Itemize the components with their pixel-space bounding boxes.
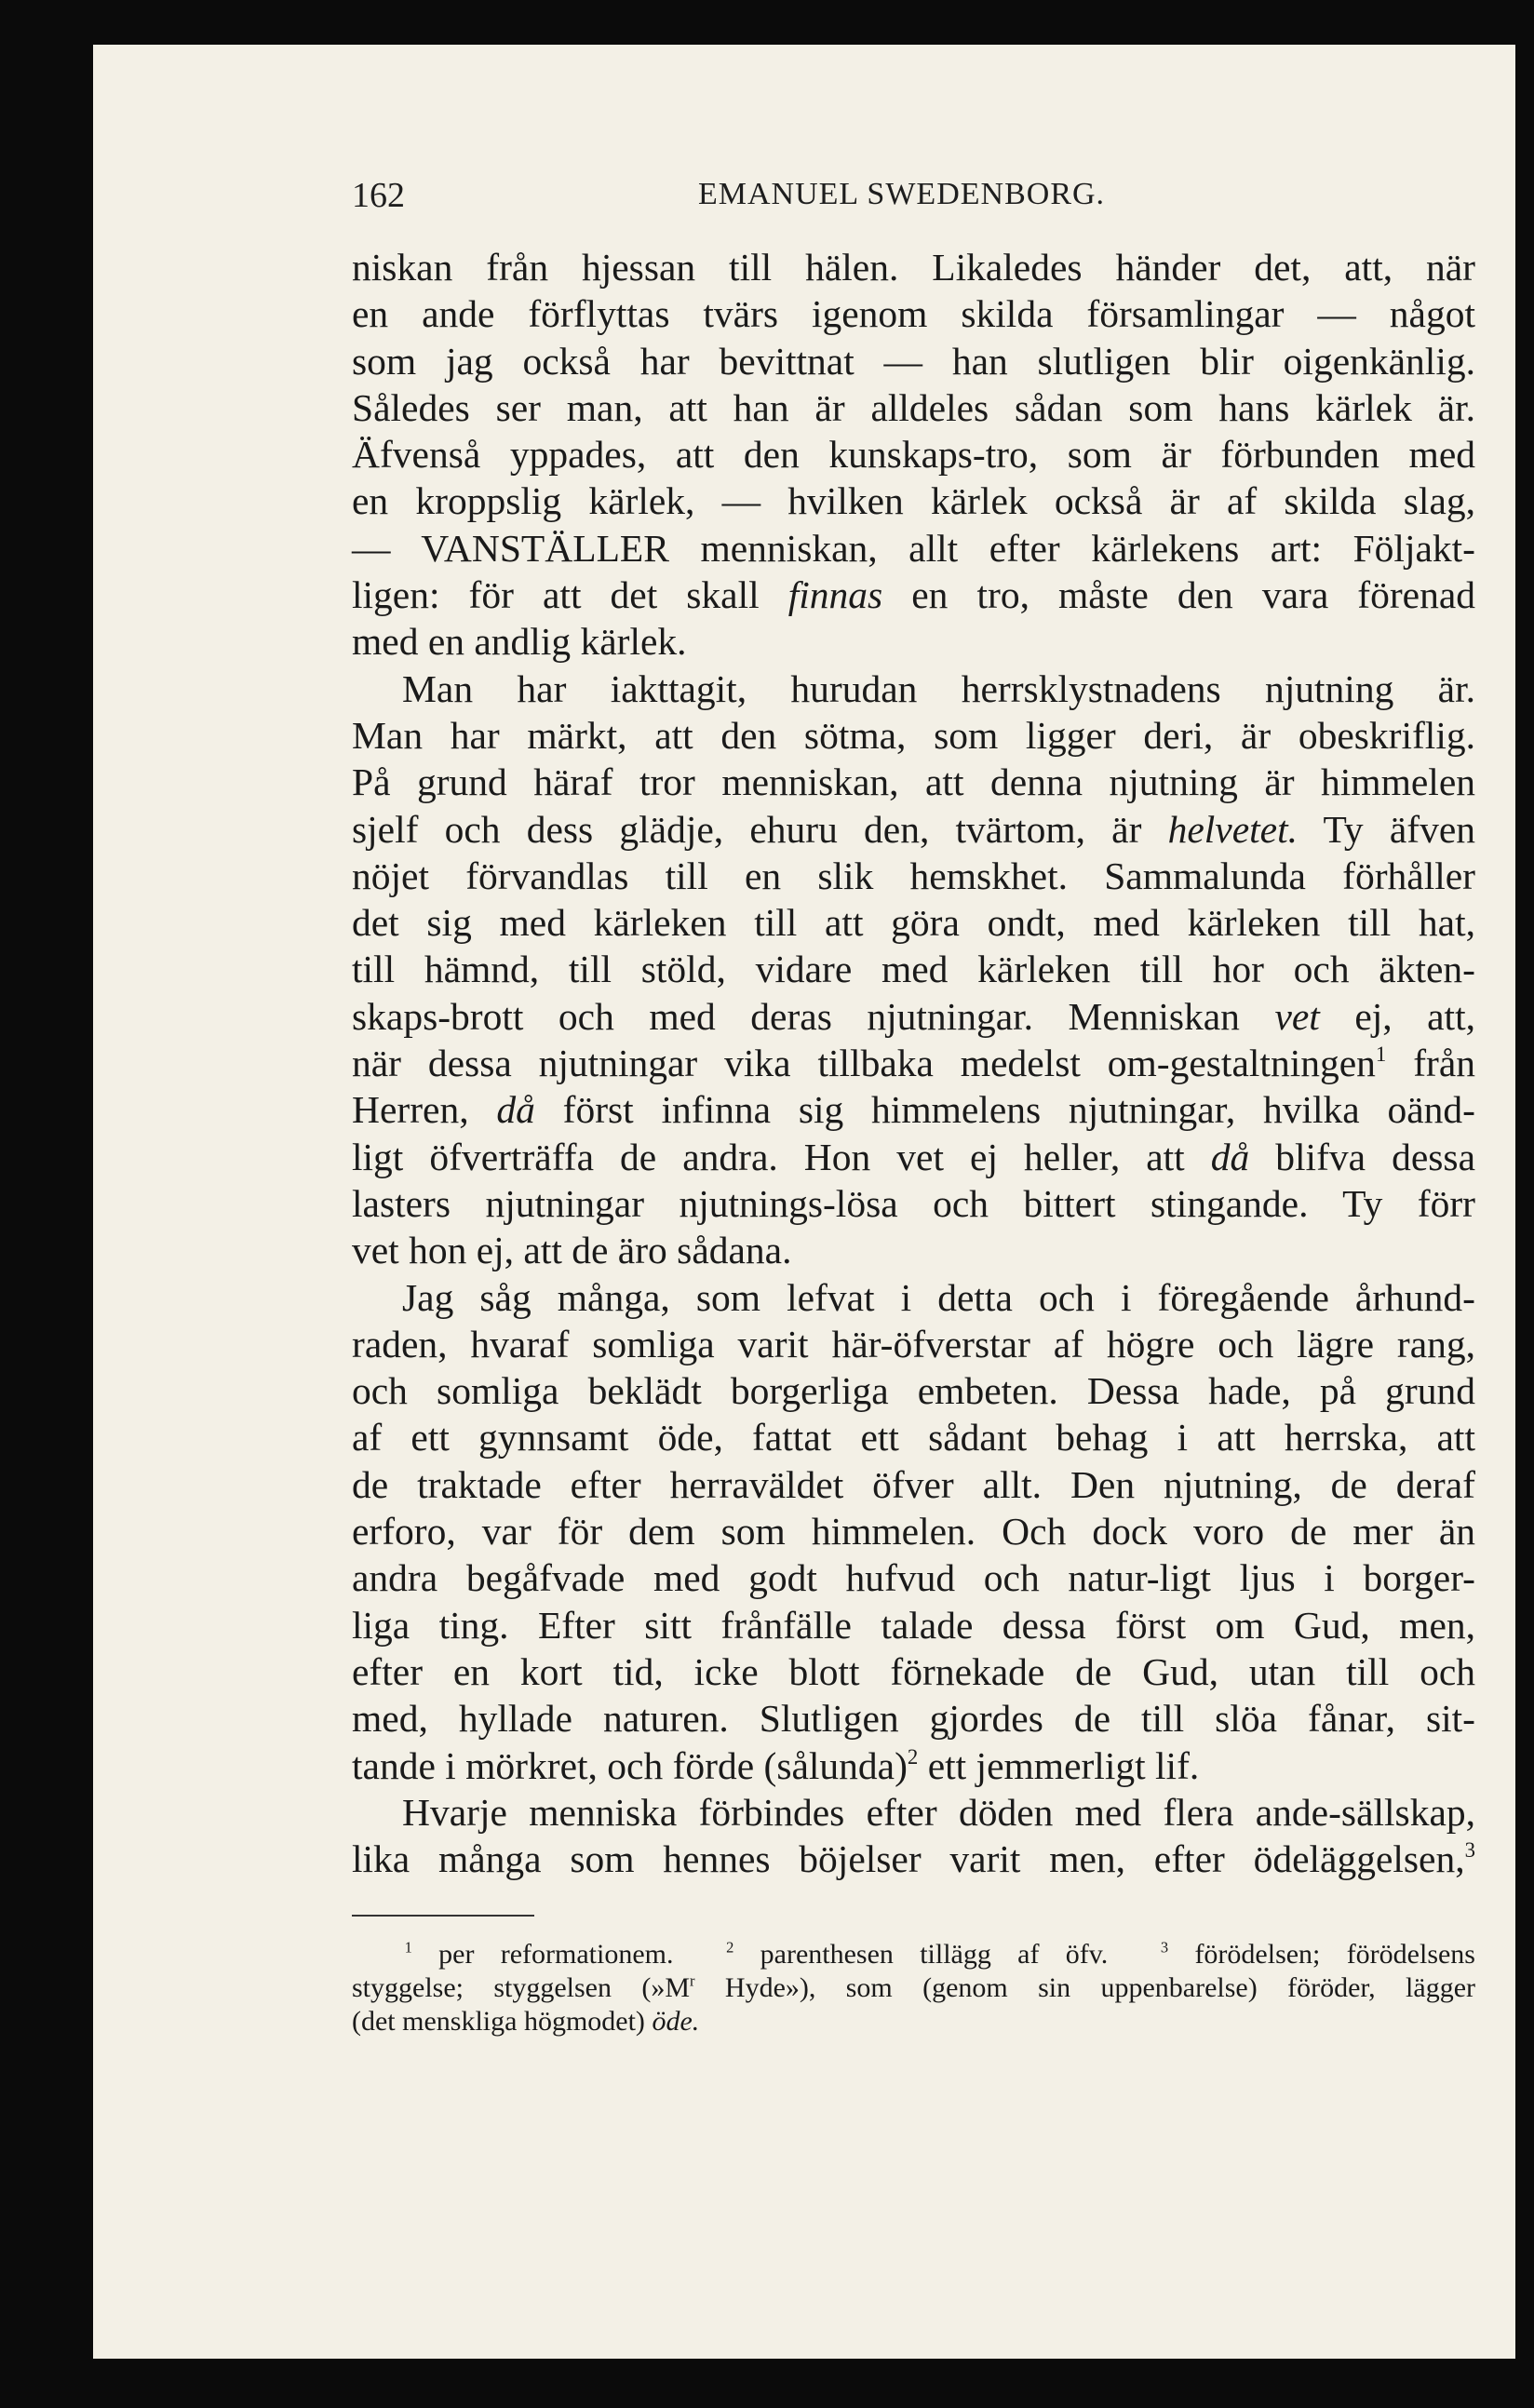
text-line: och somliga beklädt borgerliga embeten. Dessa hade, på grund (352, 1369, 1475, 1413)
text-line: med en andlig kärlek. (352, 620, 687, 664)
footnote-divider (352, 1915, 534, 1917)
text-line: — VANSTÄLLER menniskan, allt efter kärlekens art: Följakt- (352, 526, 1475, 570)
text-line: lasters njutningar njutnings-lösa och bittert stingande. Ty förr (352, 1181, 1475, 1225)
text-line (352, 1742, 1475, 1789)
text-line: Således ser man, att han är alldeles sådan som hans kärlek är. (352, 385, 1475, 429)
text-segment: lika många som hennes böjelser varit men, efter ödeläggelsen, (352, 1837, 1465, 1881)
text-line (352, 572, 1475, 618)
footnote-text: (det menskliga högmodet) (352, 2006, 645, 2037)
text-line (352, 1040, 1475, 1086)
text-line: Hvarje menniska förbindes efter döden med flera ande-sällskap, (402, 1790, 1475, 1834)
text-line: det sig med kärleken till att göra ondt, med kärleken till hat, (352, 901, 1475, 945)
footnote-mark: 2 (726, 1938, 734, 1957)
footnote-mark: 3 (1160, 1938, 1169, 1957)
text-segment: Ty äfven (1323, 807, 1475, 851)
footnote-line (352, 1938, 1475, 1971)
text-line: Äfvenså yppades, att den kunskaps-tro, som är förbunden med (352, 433, 1475, 477)
text-line (352, 1836, 1475, 1882)
text-line: en ande förflyttas tvärs igenom skilda församlingar — något (352, 292, 1475, 336)
italic-word: då (496, 1088, 535, 1132)
footnote-text: Hyde»), som (genom sin uppenbarelse) föröder, lägger (724, 1972, 1475, 2003)
text-line: med, hyllade naturen. Slutligen gjordes de till slöa fånar, sit- (352, 1697, 1475, 1741)
text-line: andra begåfvade med godt hufvud och natur-ligt ljus i borger- (352, 1556, 1475, 1600)
text-line: till hämnd, till stöld, vidare med kärleken till hor och äkten- (352, 948, 1475, 991)
text-segment: först infinna sig himmelens njutningar, hvilka oänd- (562, 1088, 1475, 1132)
footnote-ref: 2 (907, 1744, 919, 1769)
footnote-text: styggelse; styggelsen (»M (352, 1972, 691, 2003)
text-line: Jag såg många, som lefvat i detta och i föregående århund- (402, 1275, 1475, 1319)
body-text (352, 244, 1475, 1882)
text-line: af ett gynnsamt öde, fattat ett sådant behag i att herrska, att (352, 1416, 1475, 1460)
italic-word: helvetet. (1167, 807, 1298, 851)
page-number: 162 (352, 176, 405, 215)
text-line: de traktade efter herraväldet öfver allt. Den njutning, de deraf (352, 1462, 1475, 1506)
text-line: en kroppslig kärlek, — hvilken kärlek också är af skilda slag, (352, 479, 1475, 523)
text-line: Man har iakttagit, hurudan herrsklystnadens njutning är. (402, 666, 1475, 710)
text-line: efter en kort tid, icke blott förnekade de Gud, utan till och (352, 1649, 1475, 1693)
text-segment: en tro, måste den vara förenad (911, 573, 1476, 617)
footnote-text: parenthesen tillägg af öfv. (760, 1939, 1109, 1970)
text-line: raden, hvaraf somliga varit här-öfverstar af högre och lägre rang, (352, 1322, 1475, 1365)
text-line: niskan från hjessan till hälen. Likaledes händer det, att, när (352, 246, 1475, 289)
text-line (352, 806, 1475, 853)
text-line (352, 1134, 1475, 1180)
text-line: På grund häraf tror menniskan, att denna njutning är himmelen (352, 760, 1475, 804)
text-segment: skaps-brott och med deras njutningar. Menniskan (352, 994, 1240, 1038)
text-line: som jag också har bevittnat — han slutligen blir oigenkänlig. (352, 339, 1475, 383)
footnote-mark: 1 (404, 1938, 412, 1957)
text-segment: när dessa njutningar vika tillbaka medelst om-gestaltningen (352, 1042, 1376, 1085)
text-line: nöjet förvandlas till en slik hemskhet. Sammalunda förhåller (352, 854, 1475, 897)
text-segment: ligen: för att det skall (352, 573, 760, 617)
text-line: Man har märkt, att den sötma, som ligger deri, är obeskriflig. (352, 713, 1475, 757)
text-segment: från (1413, 1042, 1476, 1085)
footnote-line (352, 2005, 1475, 2038)
text-segment: blifva dessa (1275, 1135, 1475, 1178)
footnote-line (352, 1971, 1475, 2005)
text-segment: ett jemmerligt lif. (927, 1743, 1200, 1787)
running-head: EMANUEL SWEDENBORG. (698, 177, 1106, 211)
text-line (352, 993, 1475, 1040)
footnotes (352, 1938, 1475, 2038)
italic-word: finnas (787, 573, 883, 617)
footnote-text: per reformationem. (438, 1939, 674, 1970)
text-line: erforo, var för dem som himmelen. Och dock voro de mer än (352, 1510, 1475, 1554)
text-segment: ej, att, (1354, 994, 1475, 1038)
text-line (352, 1086, 1475, 1133)
italic-word: vet (1274, 994, 1320, 1038)
footnote-sup: r (690, 1971, 695, 1990)
text-segment: ligt öfverträffa de andra. Hon vet ej heller, att (352, 1135, 1185, 1178)
footnote-ref: 3 (1464, 1838, 1475, 1863)
text-segment: sjelf och dess glädje, ehuru den, tvärtom, är (352, 807, 1142, 851)
italic-word: öde. (652, 2006, 700, 2037)
footnote-text: förödelsen; förödelsens (1194, 1939, 1475, 1970)
italic-word: då (1210, 1135, 1250, 1178)
text-line: liga ting. Efter sitt frånfälle talade dessa först om Gud, men, (352, 1603, 1475, 1647)
text-line: vet hon ej, att de äro sådana. (352, 1229, 792, 1272)
footnote-ref: 1 (1375, 1043, 1387, 1067)
text-segment: Herren, (352, 1088, 469, 1132)
text-segment: tande i mörkret, och förde (sålunda) (352, 1743, 908, 1787)
